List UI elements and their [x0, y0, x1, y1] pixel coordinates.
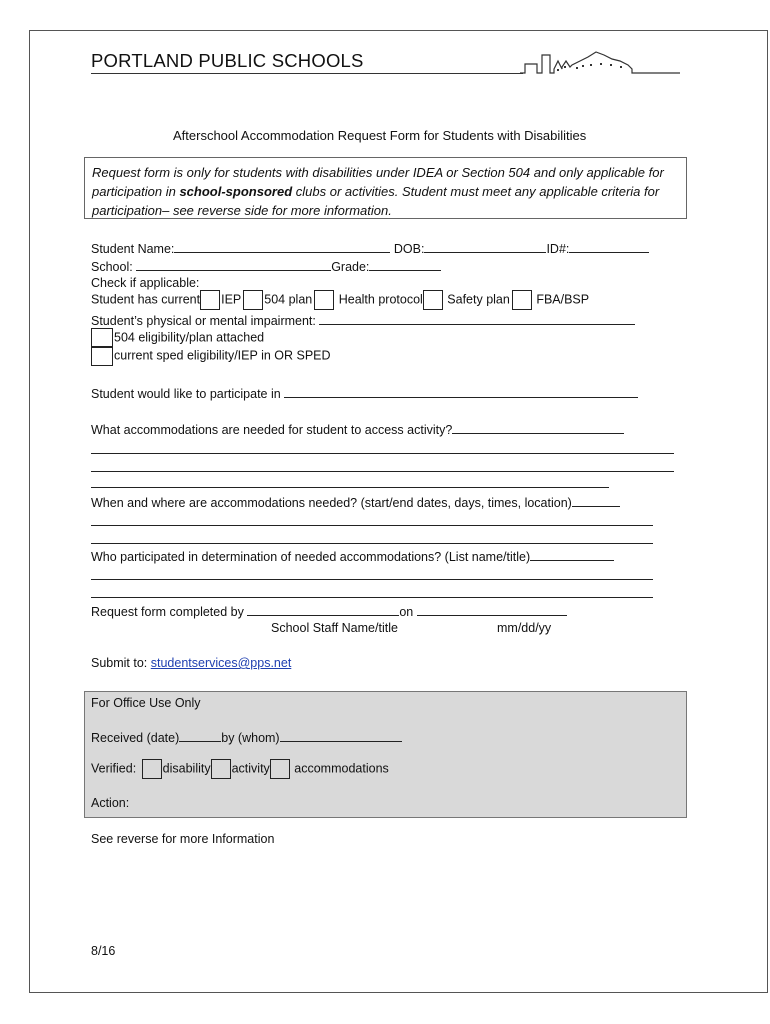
verify-accommodations-checkbox[interactable]: [270, 759, 290, 779]
received-by-field[interactable]: [280, 729, 402, 742]
participate-label: Student would like to participate in: [91, 387, 281, 401]
student-has-current-label: Student has current: [91, 292, 201, 307]
fba-bsp-checkbox[interactable]: [512, 290, 532, 310]
student-name-field[interactable]: [174, 240, 390, 253]
safety-plan-checkbox[interactable]: [423, 290, 443, 310]
when-where-question: When and where are accommodations needed? (start/end dates, days, times, location): [91, 496, 572, 510]
504-eligibility-label: 504 eligibility/plan attached: [114, 330, 265, 345]
office-use-box: [84, 691, 687, 818]
by-label: by (whom): [221, 731, 280, 745]
verify-disability-label: disability: [162, 761, 211, 776]
who-row: [91, 548, 614, 564]
dob-field[interactable]: [424, 240, 546, 253]
id-label: ID#:: [546, 242, 570, 256]
eligibility-504-row: [91, 328, 264, 348]
see-reverse-note: See reverse for more Information: [91, 832, 275, 846]
verified-row: [91, 759, 389, 779]
when-where-line-2[interactable]: [91, 543, 653, 544]
health-protocol-label: Health protocol: [338, 292, 423, 307]
notice-text: participation in: [92, 184, 180, 199]
safety-plan-label: Safety plan: [447, 292, 510, 307]
notice-line-3: participation– see reverse side for more information.: [92, 203, 392, 218]
notice-text: clubs or activities. Student must meet any applicable criteria for: [292, 184, 660, 199]
impairment-row: [91, 312, 635, 328]
received-label: Received (date): [91, 731, 180, 745]
who-question: Who participated in determination of needed accommodations? (List name/title): [91, 550, 531, 564]
date-caption: mm/dd/yy: [497, 621, 552, 635]
completed-date-field[interactable]: [417, 603, 567, 616]
logo-rule: [91, 73, 523, 74]
participate-field[interactable]: [284, 385, 638, 398]
student-name-label: Student Name:: [91, 242, 175, 256]
grade-field[interactable]: [369, 258, 441, 271]
sped-eligibility-label: current sped eligibility/IEP in OR SPED: [114, 348, 331, 363]
iep-checkbox[interactable]: [200, 290, 220, 310]
verify-disability-checkbox[interactable]: [142, 759, 162, 779]
accommodations-field[interactable]: [452, 421, 624, 434]
participate-row: [91, 385, 638, 401]
form-title: Afterschool Accommodation Request Form for Students with Disabilities: [173, 128, 587, 143]
health-protocol-checkbox[interactable]: [314, 290, 334, 310]
504-eligibility-checkbox[interactable]: [91, 328, 113, 348]
who-field[interactable]: [530, 548, 614, 561]
action-label: Action:: [91, 796, 130, 810]
impairment-field[interactable]: [319, 312, 635, 325]
completed-by-row: [91, 603, 567, 619]
eligibility-sped-row: [91, 346, 331, 366]
verify-activity-label: activity: [231, 761, 270, 776]
accommodations-question: What accommodations are needed for student to access activity?: [91, 423, 453, 437]
grade-label: Grade:: [331, 260, 370, 274]
received-date-field[interactable]: [179, 729, 221, 742]
when-where-line-1[interactable]: [91, 525, 653, 526]
notice-line-2: [92, 182, 679, 201]
who-line-1[interactable]: [91, 579, 653, 580]
org-name: PORTLAND PUBLIC SCHOOLS: [91, 50, 364, 71]
plan-checkbox-row: [91, 290, 589, 310]
504-plan-checkbox[interactable]: [243, 290, 263, 310]
submit-row: [91, 656, 291, 670]
sped-eligibility-checkbox[interactable]: [91, 346, 113, 366]
submit-label: Submit to:: [91, 656, 151, 670]
when-where-field[interactable]: [572, 494, 620, 507]
completed-by-label: Request form completed by: [91, 605, 244, 619]
submit-email-link[interactable]: studentservices@pps.net: [150, 656, 292, 670]
staff-caption: School Staff Name/title: [271, 621, 398, 635]
who-line-2[interactable]: [91, 597, 653, 598]
verify-activity-checkbox[interactable]: [211, 759, 231, 779]
student-info-row: [91, 240, 649, 256]
dob-label: DOB:: [393, 242, 425, 256]
revision-date: 8/16: [91, 944, 116, 958]
accommodations-row: [91, 421, 624, 437]
skyline-logo-icon: [520, 47, 682, 79]
school-label: School:: [91, 260, 133, 274]
when-where-row: [91, 494, 620, 510]
on-label: on: [399, 605, 414, 619]
notice-line-1: Request form is only for students with disabilities under IDEA or Section 504 and only applicable for: [92, 165, 664, 180]
school-field[interactable]: [136, 258, 331, 271]
received-row: [91, 729, 402, 745]
check-if-applicable: Check if applicable:: [91, 276, 200, 290]
accommodations-line-2[interactable]: [91, 471, 674, 472]
fba-bsp-label: FBA/BSP: [536, 292, 590, 307]
accommodations-line-3[interactable]: [91, 487, 609, 488]
verified-label: Verified:: [91, 761, 137, 776]
staff-name-field[interactable]: [247, 603, 399, 616]
verify-accommodations-label: accommodations: [294, 761, 389, 776]
school-row: [91, 258, 441, 274]
office-heading: For Office Use Only: [91, 696, 201, 710]
notice-emphasis: school-sponsored: [179, 184, 293, 199]
accommodations-line-1[interactable]: [91, 453, 674, 454]
iep-label: IEP: [221, 292, 242, 307]
impairment-label: Student’s physical or mental impairment:: [91, 314, 316, 328]
eligibility-notice: [84, 157, 687, 219]
id-field[interactable]: [569, 240, 649, 253]
504-plan-label: 504 plan: [264, 292, 313, 307]
